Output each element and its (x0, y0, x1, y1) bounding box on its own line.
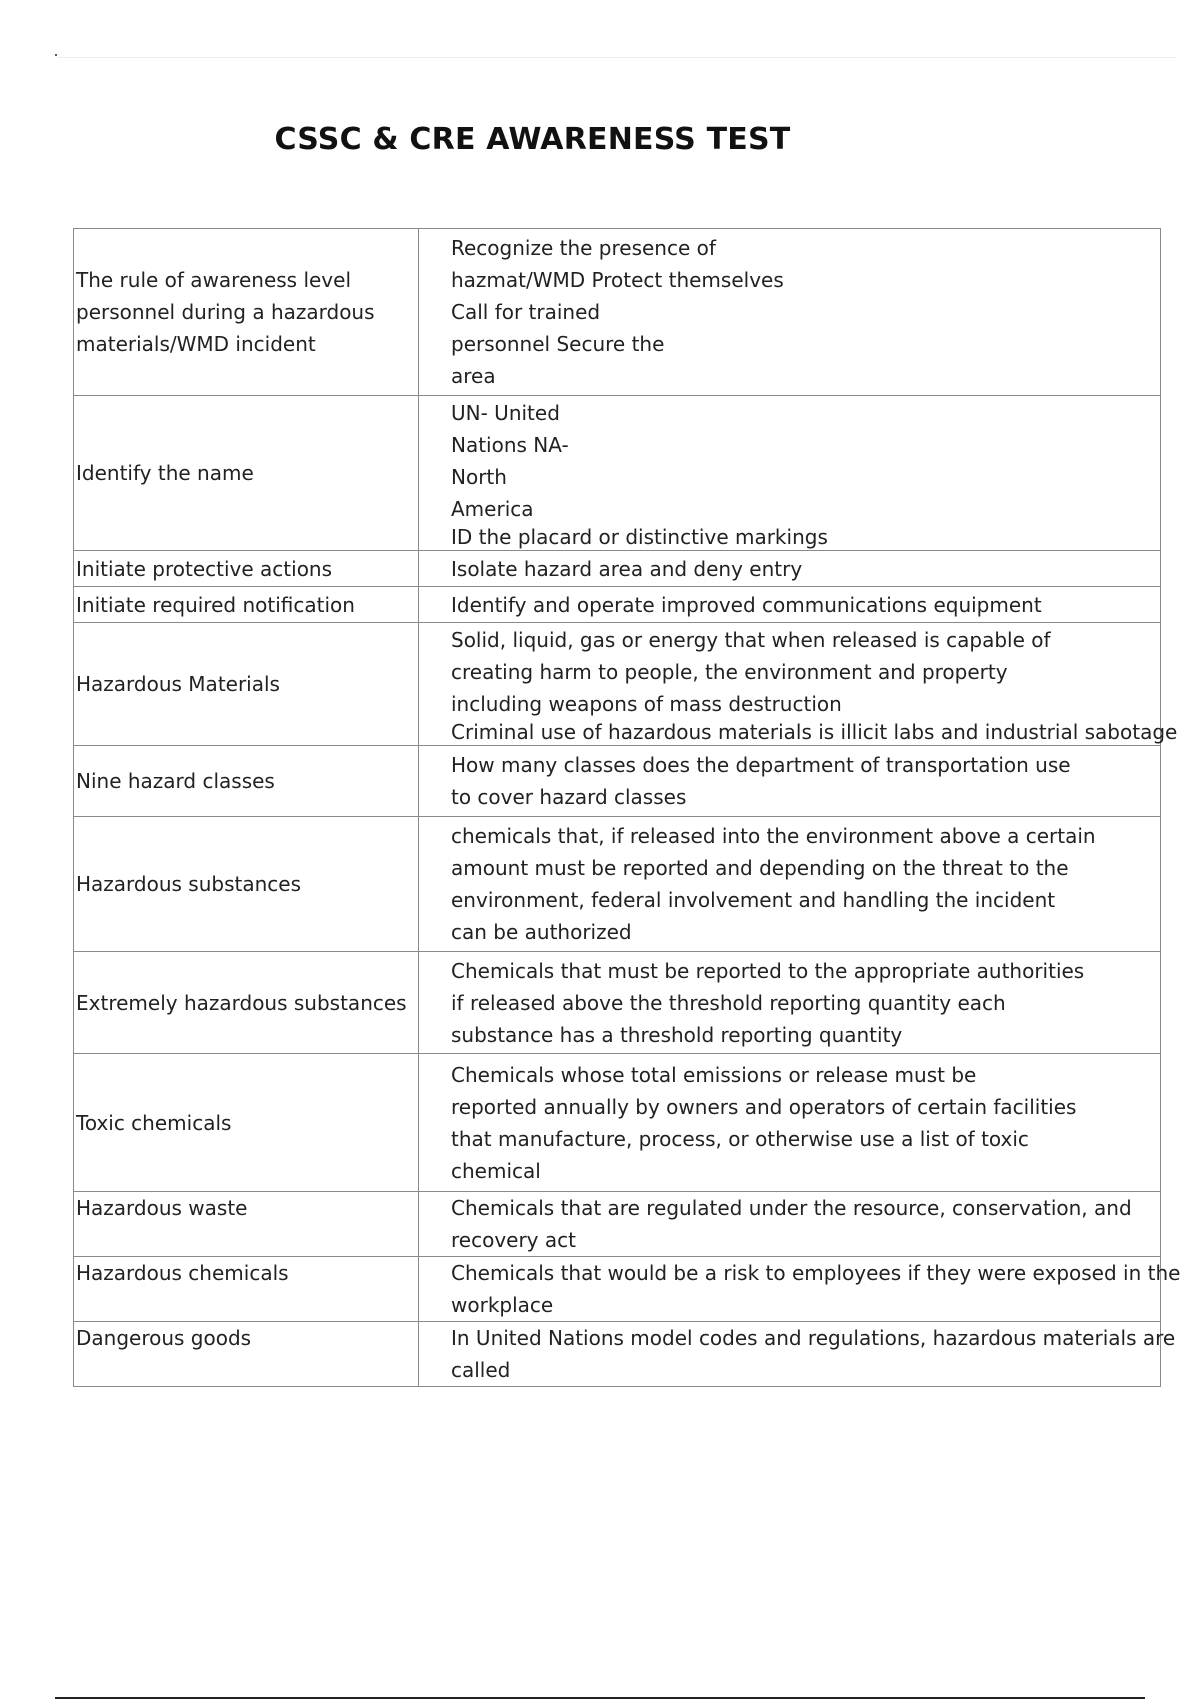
definition-line: Chemicals whose total emissions or release must be (451, 1062, 977, 1087)
definition-cell (419, 1192, 1161, 1257)
definition-line: area (451, 364, 496, 388)
page-title: CSSC & CRE AWARENESS TEST (274, 122, 791, 157)
definition-line: chemicals that, if released into the environment above a certain (451, 824, 1096, 848)
page-corner-mark (55, 54, 57, 56)
term-line: Hazardous substances (76, 872, 302, 896)
term-cell (74, 396, 419, 551)
term-cell (74, 623, 419, 746)
table-row (74, 1322, 1161, 1387)
definition-line: workplace (451, 1293, 554, 1317)
definition-cell (419, 1257, 1181, 1322)
term-cell (74, 1054, 419, 1192)
definition-line: chemical (451, 1158, 541, 1183)
table-row (74, 817, 1161, 952)
qa-table (73, 228, 1181, 1387)
definition-cell (419, 746, 1161, 817)
term-line: Extremely hazardous substances (76, 990, 407, 1015)
definition-cell (419, 551, 1161, 587)
term-line: Hazardous Materials (76, 672, 280, 696)
term-line: Hazardous chemicals (76, 1261, 289, 1285)
table-row (74, 623, 1161, 746)
table-row (74, 952, 1161, 1054)
definition-line: Nations NA- (451, 433, 569, 457)
term-cell (74, 551, 419, 587)
term-cell (74, 1257, 419, 1322)
table-row (74, 551, 1161, 587)
definition-line: Chemicals that are regulated under the resource, conservation, and (451, 1196, 1132, 1220)
table-row (74, 1054, 1161, 1192)
definition-line: to cover hazard classes (451, 785, 687, 809)
definition-line: Chemicals that must be reported to the appropriate authorities (451, 958, 1085, 983)
definition-cell (419, 396, 1161, 551)
term-line: Hazardous waste (76, 1196, 248, 1220)
definition-line: amount must be reported and depending on the threat to the (451, 856, 1069, 880)
header-rule (58, 57, 1176, 58)
definition-line: can be authorized (451, 920, 632, 944)
term-cell (74, 229, 419, 396)
footer-rule (55, 1697, 1145, 1699)
term-line: Identify the name (76, 461, 254, 485)
term-line: materials/WMD incident (76, 332, 316, 356)
term-cell (74, 1192, 419, 1257)
definition-line: that manufacture, process, or otherwise use a list of toxic (451, 1126, 1029, 1151)
definition-line: Chemicals that would be a risk to employees if they were exposed in the (451, 1261, 1181, 1285)
definition-line: hazmat/WMD Protect themselves (451, 268, 784, 292)
definition-line: Solid, liquid, gas or energy that when released is capable of (451, 628, 1051, 652)
definition-line: personnel Secure the (451, 332, 665, 356)
term-line: personnel during a hazardous (76, 300, 375, 324)
table-row (74, 746, 1161, 817)
definition-line: if released above the threshold reporting quantity each (451, 990, 1006, 1015)
definition-cell (419, 623, 1178, 746)
term-line: Initiate required notification (76, 592, 355, 617)
definition-line: recovery act (451, 1228, 576, 1252)
definition-cell (419, 1322, 1176, 1387)
term-line: Toxic chemicals (76, 1110, 232, 1135)
definition-line: Isolate hazard area and deny entry (451, 556, 803, 581)
term-cell (74, 817, 419, 952)
definition-cell (419, 1054, 1161, 1192)
table-row (74, 1192, 1161, 1257)
definition-line: How many classes does the department of transportation use (451, 753, 1071, 777)
definition-line: reported annually by owners and operators of certain facilities (451, 1094, 1077, 1119)
table-row (74, 587, 1161, 623)
table-row (74, 229, 1161, 396)
definition-line: In United Nations model codes and regulations, hazardous materials are (451, 1326, 1176, 1350)
definition-line: creating harm to people, the environment and property (451, 660, 1008, 684)
definition-cell (419, 952, 1161, 1054)
term-line: Dangerous goods (76, 1326, 252, 1350)
definition-line: substance has a threshold reporting quantity (451, 1022, 903, 1047)
definition-line: ID the placard or distinctive markings (451, 525, 828, 549)
definition-line: Identify and operate improved communications equipment (451, 592, 1042, 617)
definition-line: called (451, 1358, 511, 1382)
definition-cell (419, 229, 1161, 396)
term-line: Nine hazard classes (76, 769, 275, 793)
definition-line: including weapons of mass destruction (451, 692, 842, 716)
definition-cell (419, 817, 1161, 952)
definition-line: Criminal use of hazardous materials is illicit labs and industrial sabotage (451, 720, 1178, 744)
table-row (74, 1257, 1161, 1322)
term-cell (74, 1322, 419, 1387)
term-cell (74, 746, 419, 817)
definition-line: Call for trained (451, 300, 601, 324)
definition-line: Recognize the presence of (451, 236, 716, 260)
definition-line: UN- United (451, 401, 560, 425)
definition-line: North (451, 465, 507, 489)
term-line: Initiate protective actions (76, 556, 333, 581)
definition-cell (419, 587, 1161, 623)
definition-line: environment, federal involvement and handling the incident (451, 888, 1056, 912)
term-line: The rule of awareness level (76, 268, 351, 292)
term-cell (74, 587, 419, 623)
term-cell (74, 952, 419, 1054)
table-row (74, 396, 1161, 551)
definition-line: America (451, 497, 534, 521)
